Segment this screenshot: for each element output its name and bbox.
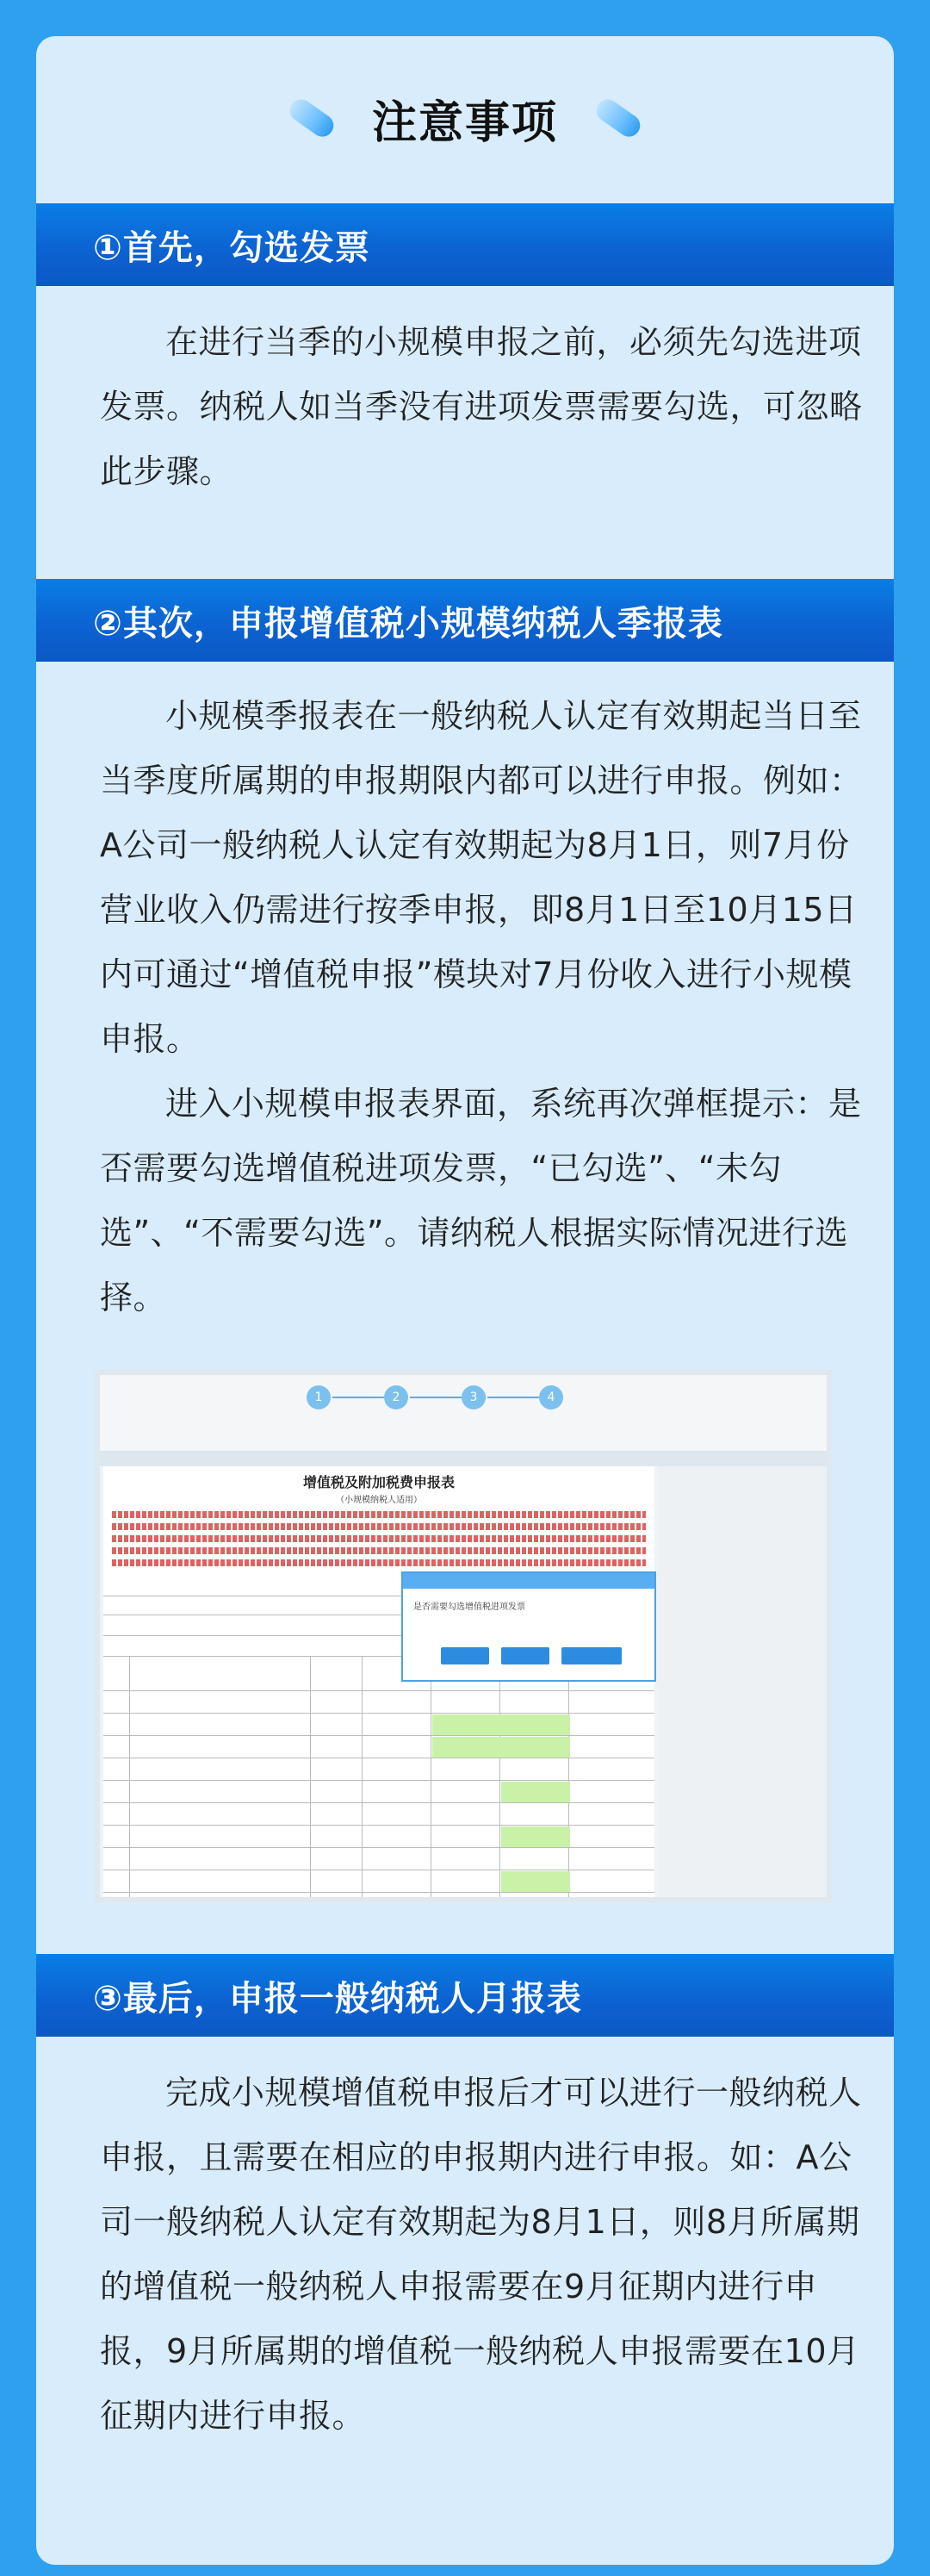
form-side-area [658, 1466, 830, 1902]
form-title: 增值税及附加税费申报表 [302, 1474, 455, 1490]
editable-cell [432, 1714, 501, 1735]
section-2-paragraph-2: 进入小规模申报表界面，系统再次弹框提示：是否需要勾选增值税进项发票，“已勾选”、“未勾选”、“不需要勾选”。请纳税人根据实际情况进行选择。 [100, 1085, 862, 1316]
invoice-check-dialog [401, 1571, 656, 1682]
editable-cell [501, 1871, 570, 1892]
left-pill-decoration [286, 95, 338, 140]
editable-cell [501, 1782, 570, 1802]
form-col-line [310, 1656, 311, 1902]
notice-text-line [112, 1547, 646, 1554]
right-pill-decoration [592, 95, 645, 140]
step-connector [487, 1397, 539, 1398]
section-2-heading: ②其次，申报增值税小规模纳税人季报表 [36, 579, 894, 662]
embedded-tax-form-screenshot [95, 1370, 832, 1902]
editable-cell [501, 1826, 570, 1847]
form-row-line [103, 1713, 654, 1714]
notice-text-line [112, 1535, 646, 1542]
section-1-paragraph: 在进行当季的小规模申报之前，必须先勾选进项发票。纳税人如当季没有进项发票需要勾选，可忽略此步骤。 [100, 323, 863, 490]
tax-return-form [103, 1466, 654, 1902]
editable-cell [501, 1714, 570, 1735]
dialog-button-not-needed [561, 1647, 622, 1664]
dialog-button-checked [441, 1647, 489, 1664]
page-title: 注意事项 [371, 96, 558, 149]
form-row-line [103, 1735, 654, 1736]
section-3-paragraph: 完成小规模增值税申报后才可以进行一般纳税人申报，且需要在相应的申报期内进行申报。如：A公司一般纳税人认定有效期起为8月1日，则8月所属期的增值税一般纳税人申报需要在9月征期内进行申报，9月所属期的增值税一般纳税人申报需要在10月征期内进行申报。 [100, 2074, 862, 2435]
section-2-paragraph-1: 小规模季报表在一般纳税人认定有效期起当日至当季度所属期的申报期限内都可以进行申报。例如：A公司一般纳税人认定有效期起为8月1日，则7月份营业收入仍需进行按季申报，即8月1日至10月15日内可通过“增值税申报”模块对7月份收入进行小规模申报。 [100, 697, 863, 1058]
section-1-heading: ①首先，勾选发票 [36, 203, 894, 286]
dialog-button-unchecked [501, 1647, 549, 1664]
form-col-line [499, 1656, 500, 1902]
form-row-line [103, 1690, 654, 1691]
form-col-line [362, 1656, 363, 1902]
form-row-line [103, 1825, 654, 1826]
step-connector [332, 1397, 384, 1398]
form-row-line [103, 1780, 654, 1781]
step-connector [410, 1397, 462, 1398]
form-subtitle: （小规模纳税人适用） [336, 1496, 422, 1505]
dialog-message: 是否需要勾选增值税进项发票 [413, 1602, 525, 1612]
notice-text-line [112, 1511, 646, 1518]
step-2: 2 [384, 1385, 408, 1409]
form-row-line [103, 1847, 654, 1848]
form-toolbar [100, 1451, 827, 1466]
step-3: 3 [462, 1385, 486, 1409]
editable-cell [501, 1737, 570, 1758]
notice-text-line [112, 1559, 646, 1566]
notice-card [36, 36, 894, 2565]
editable-cell [432, 1737, 501, 1758]
dialog-buttons [441, 1647, 622, 1664]
notice-text-line [112, 1523, 646, 1530]
form-col-line [129, 1656, 130, 1902]
dialog-title-bar [403, 1573, 654, 1589]
form-col-line [568, 1656, 569, 1902]
section-3-heading: ③最后，申报一般纳税人月报表 [36, 1954, 894, 2037]
step-4: 4 [539, 1385, 563, 1409]
form-row-line [103, 1892, 654, 1893]
progress-steps [100, 1375, 827, 1451]
step-1: 1 [307, 1385, 331, 1409]
card-header [36, 36, 894, 200]
form-row-line [103, 1802, 654, 1803]
